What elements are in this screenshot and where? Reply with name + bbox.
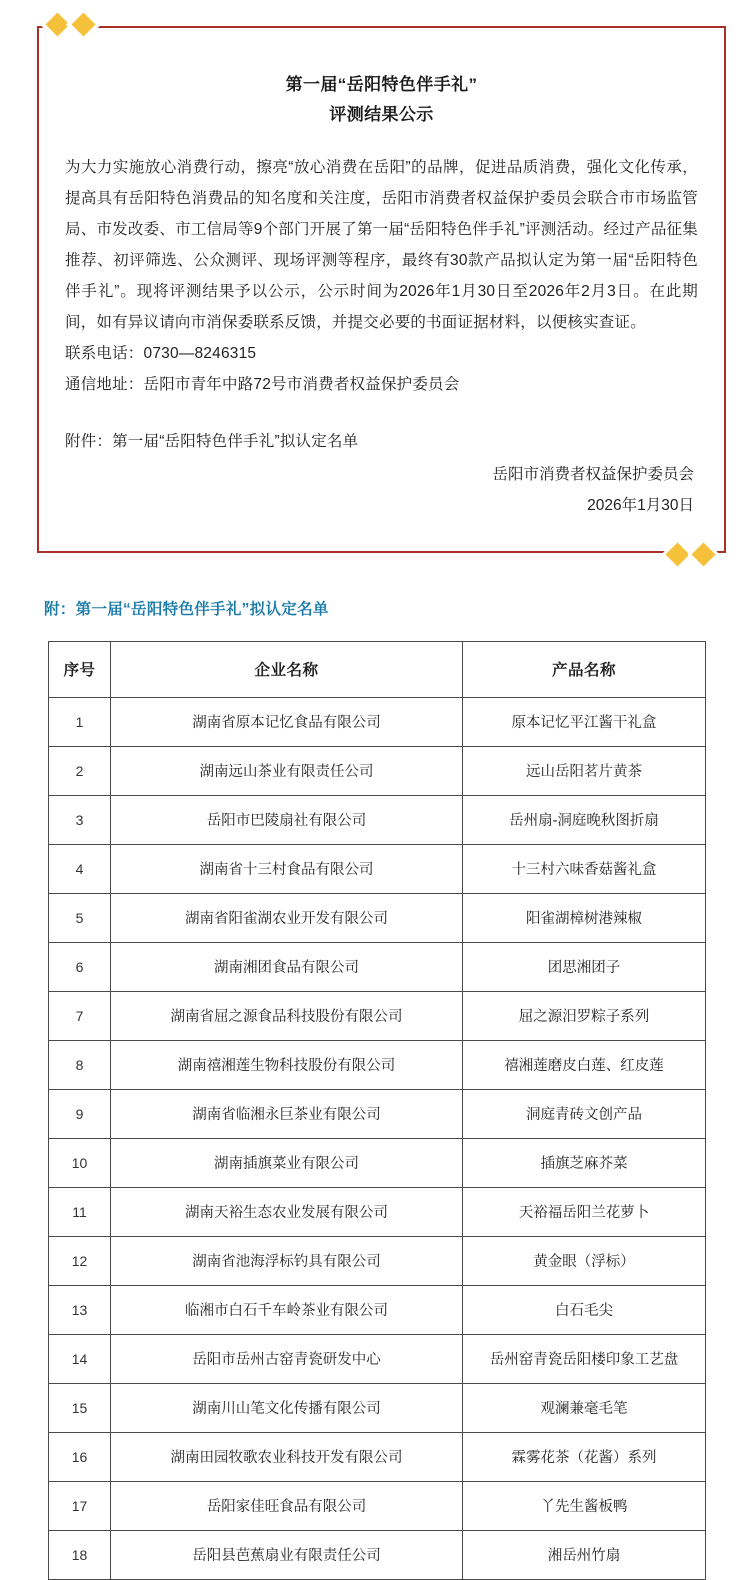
table-row xyxy=(49,746,706,795)
cell-company: 岳阳家佳旺食品有限公司 xyxy=(111,1481,463,1530)
notice-card-wrapper xyxy=(37,26,726,553)
cell-index: 8 xyxy=(49,1040,111,1089)
notice-title-line-1: 第一届“岳阳特色伴手礼” xyxy=(285,75,478,94)
table-row xyxy=(49,893,706,942)
cell-company: 湖南省十三村食品有限公司 xyxy=(111,844,463,893)
cell-index: 5 xyxy=(49,893,111,942)
cell-index: 6 xyxy=(49,942,111,991)
cell-company: 临湘市白石千车岭茶业有限公司 xyxy=(111,1285,463,1334)
table-row xyxy=(49,1236,706,1285)
cell-index: 4 xyxy=(49,844,111,893)
cell-product: 屈之源汨罗粽子系列 xyxy=(463,991,706,1040)
table-row xyxy=(49,1432,706,1481)
cell-company: 湖南禧湘莲生物科技股份有限公司 xyxy=(111,1040,463,1089)
cell-product: 霖雾花茶（花酱）系列 xyxy=(463,1432,706,1481)
table-row xyxy=(49,1089,706,1138)
cell-product: 岳州扇-洞庭晚秋图折扇 xyxy=(463,795,706,844)
contact-phone-line: 联系电话：0730—8246315 xyxy=(65,344,257,362)
cell-product: 丫先生酱板鸭 xyxy=(463,1481,706,1530)
cell-index: 15 xyxy=(49,1383,111,1432)
cell-product: 禧湘莲磨皮白莲、红皮莲 xyxy=(463,1040,706,1089)
attachment-reference-line: 附件：第一届“岳阳特色伴手礼”拟认定名单 xyxy=(65,432,359,450)
cell-product: 十三村六味香菇酱礼盒 xyxy=(463,844,706,893)
cell-index: 7 xyxy=(49,991,111,1040)
notice-title-line-2: 评测结果公示 xyxy=(329,104,434,124)
cell-index: 2 xyxy=(49,746,111,795)
signature-organization: 岳阳市消费者权益保护委员会 xyxy=(492,465,694,483)
column-header-index: 序号 xyxy=(49,641,111,697)
cell-product: 洞庭青砖文创产品 xyxy=(463,1089,706,1138)
cell-product: 团思湘团子 xyxy=(463,942,706,991)
cell-company: 湖南插旗菜业有限公司 xyxy=(111,1138,463,1187)
table-row xyxy=(49,991,706,1040)
cell-product: 原本记忆平江酱干礼盒 xyxy=(463,697,706,746)
table-row xyxy=(49,697,706,746)
cell-company: 湖南省临湘永巨茶业有限公司 xyxy=(111,1089,463,1138)
cell-index: 18 xyxy=(49,1530,111,1579)
notice-title xyxy=(65,70,698,130)
cell-product: 观澜兼毫毛笔 xyxy=(463,1383,706,1432)
table-row xyxy=(49,1481,706,1530)
cell-company: 湖南省原本记忆食品有限公司 xyxy=(111,697,463,746)
cell-company: 岳阳市巴陵扇社有限公司 xyxy=(111,795,463,844)
cell-index: 10 xyxy=(49,1138,111,1187)
listing-table-body xyxy=(49,697,706,1579)
cell-index: 13 xyxy=(49,1285,111,1334)
listing-table-wrapper xyxy=(48,641,705,1580)
cell-product: 湘岳州竹扇 xyxy=(463,1530,706,1579)
diamond-icon xyxy=(45,12,69,36)
attachment-heading: 附：第一届“岳阳特色伴手礼”拟认定名单 xyxy=(44,600,329,618)
contact-address-line: 通信地址：岳阳市青年中路72号市消费者权益保护委员会 xyxy=(65,375,460,393)
cell-company: 湖南湘团食品有限公司 xyxy=(111,942,463,991)
table-row xyxy=(49,795,706,844)
table-row xyxy=(49,1285,706,1334)
cell-product: 插旗芝麻芥菜 xyxy=(463,1138,706,1187)
notice-body xyxy=(65,152,698,457)
table-row xyxy=(49,942,706,991)
cell-product: 远山岳阳茗片黄茶 xyxy=(463,746,706,795)
cell-index: 3 xyxy=(49,795,111,844)
listing-table xyxy=(48,641,706,1580)
cell-company: 湖南川山笔文化传播有限公司 xyxy=(111,1383,463,1432)
body-spacer xyxy=(65,400,698,426)
cell-company: 湖南田园牧歌农业科技开发有限公司 xyxy=(111,1432,463,1481)
cell-company: 湖南省屈之源食品科技股份有限公司 xyxy=(111,991,463,1040)
cell-index: 11 xyxy=(49,1187,111,1236)
table-header-row xyxy=(49,641,706,697)
cell-product: 黄金眼（浮标） xyxy=(463,1236,706,1285)
diamond-icon xyxy=(665,542,689,566)
notice-card xyxy=(37,26,726,553)
cell-index: 9 xyxy=(49,1089,111,1138)
cell-company: 湖南远山茶业有限责任公司 xyxy=(111,746,463,795)
cell-product: 阳雀湖樟树港辣椒 xyxy=(463,893,706,942)
table-row xyxy=(49,1138,706,1187)
diamond-icon xyxy=(691,542,715,566)
table-row xyxy=(49,1383,706,1432)
column-header-company: 企业名称 xyxy=(111,641,463,697)
cell-product: 天裕福岳阳兰花萝卜 xyxy=(463,1187,706,1236)
notice-paragraph: 为大力实施放心消费行动，擦亮“放心消费在岳阳”的品牌，促进品质消费，强化文化传承，提高具有岳阳特色消费品的知名度和关注度，岳阳市消费者权益保护委员会联合市市场监管局、市发改委、市工信局等9个部门开展了第一届“岳阳特色伴手礼”评测活动。经过产品征集推荐、初评筛选、公众测评、现场评测等程序，最终有30款产品拟认定为第一届“岳阳特色伴手礼”。现将评测结果予以公示，公示时间为2026年1月30日至2026年2月3日。在此期间，如有异议请向市消保委联系反馈，并提交必要的书面证据材料，以便核实查证。 xyxy=(65,158,698,331)
diamond-icon xyxy=(71,12,95,36)
cell-index: 16 xyxy=(49,1432,111,1481)
cell-company: 岳阳市岳州古窑青瓷研发中心 xyxy=(111,1334,463,1383)
diamond-decoration-bottom-right xyxy=(669,546,712,563)
cell-index: 17 xyxy=(49,1481,111,1530)
cell-index: 1 xyxy=(49,697,111,746)
column-header-product: 产品名称 xyxy=(463,641,706,697)
table-row xyxy=(49,1530,706,1579)
cell-index: 12 xyxy=(49,1236,111,1285)
diamond-decoration-top-left xyxy=(49,16,92,33)
cell-company: 湖南省池海浮标钓具有限公司 xyxy=(111,1236,463,1285)
cell-product: 白石毛尖 xyxy=(463,1285,706,1334)
cell-product: 岳州窑青瓷岳阳楼印象工艺盘 xyxy=(463,1334,706,1383)
cell-company: 岳阳县芭蕉扇业有限责任公司 xyxy=(111,1530,463,1579)
table-row xyxy=(49,1187,706,1236)
cell-index: 14 xyxy=(49,1334,111,1383)
cell-company: 湖南省阳雀湖农业开发有限公司 xyxy=(111,893,463,942)
signature-block xyxy=(65,459,698,521)
signature-date: 2026年1月30日 xyxy=(587,496,694,514)
table-row xyxy=(49,1040,706,1089)
table-row xyxy=(49,844,706,893)
cell-company: 湖南天裕生态农业发展有限公司 xyxy=(111,1187,463,1236)
table-row xyxy=(49,1334,706,1383)
